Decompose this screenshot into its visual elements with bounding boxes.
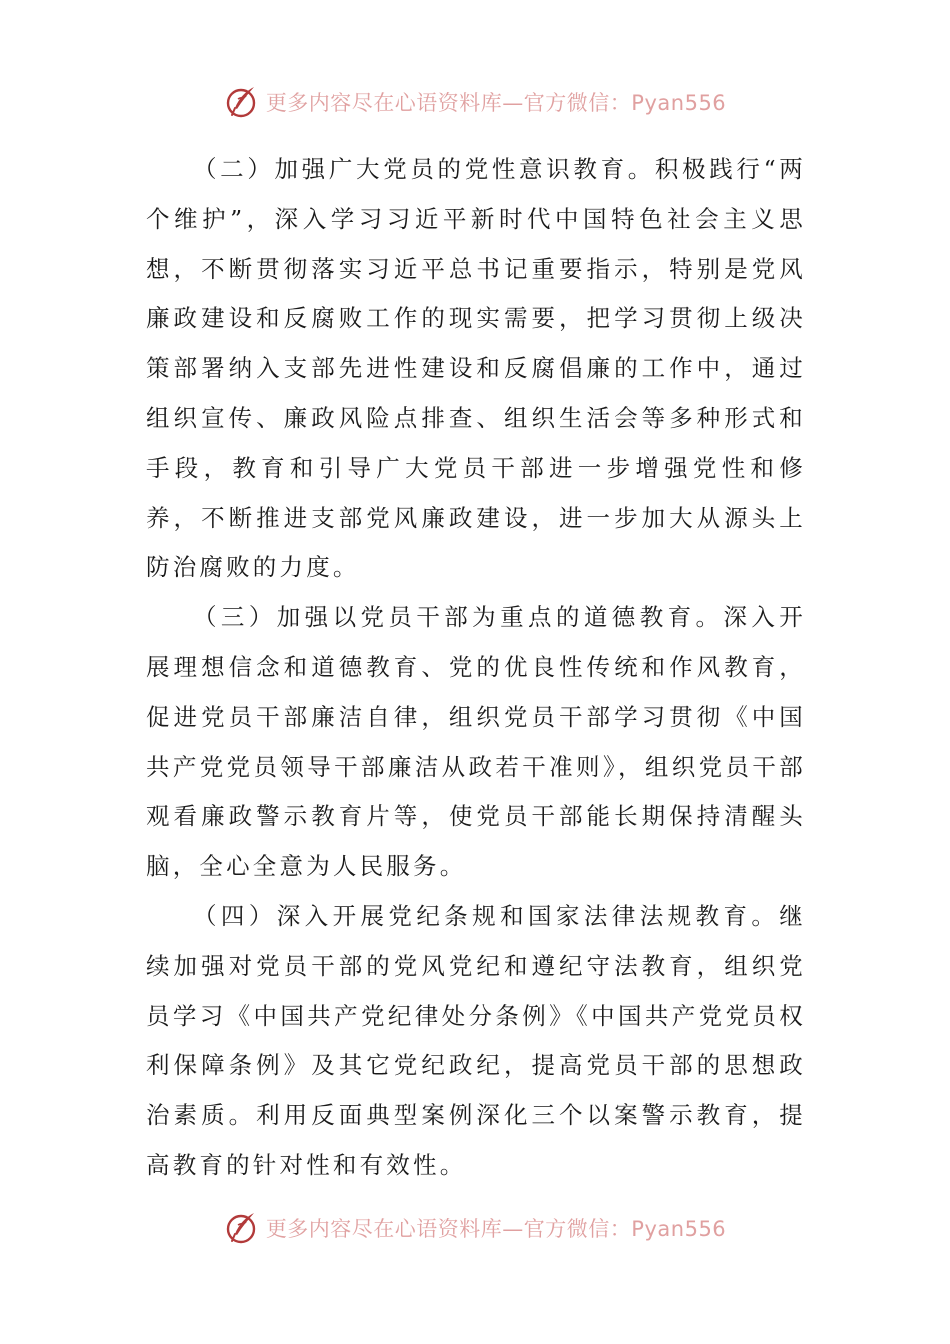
footer-banner: [0, 1210, 950, 1246]
paragraph-section-2: （二）加强广大党员的党性意识教育。积极践行“两个维护”，深入学习习近平新时代中国特色社会主义思想，不断贯彻落实习近平总书记重要指示，特别是党风廉政建设和反腐败工作的现实需要，把学习贯彻上级决策部署纳入支部先进性建设和反腐倡廉的工作中，通过组织宣传、廉政风险点排查、组织生活会等多种形式和手段，教育和引导广大党员干部进一步增强党性和修养，不断推进支部党风廉政建设，进一步加大从源头上防治腐败的力度。: [146, 155, 806, 582]
paragraph-section-4: （四）深入开展党纪条规和国家法律法规教育。继续加强对党员干部的党风党纪和遵纪守法教育，组织党员学习《中国共产党纪律处分条例》《中国共产党党员权利保障条例》及其它党纪政纪，提高党员干部的思想政治素质。利用反面典型案例深化三个以案警示教育，提高教育的针对性和有效性。: [146, 901, 806, 1179]
document-body: [146, 145, 806, 1191]
paragraph-section-3: （三）加强以党员干部为重点的道德教育。深入开展理想信念和道德教育、党的优良性传统和作风教育，促进党员干部廉洁自律，组织党员干部学习贯彻《中国共产党党员领导干部廉洁从政若干准则》，组织党员干部观看廉政警示教育片等，使党员干部能长期保持清醒头脑，全心全意为人民服务。: [146, 603, 806, 881]
footer-banner-text: 更多内容尽在心语资料库—官方微信：Pyan556: [265, 1217, 727, 1241]
quill-pen-logo-icon: [224, 1210, 260, 1246]
header-banner: [0, 84, 950, 120]
header-banner-text: 更多内容尽在心语资料库—官方微信：Pyan556: [265, 91, 727, 115]
quill-pen-logo-icon: [224, 84, 260, 120]
